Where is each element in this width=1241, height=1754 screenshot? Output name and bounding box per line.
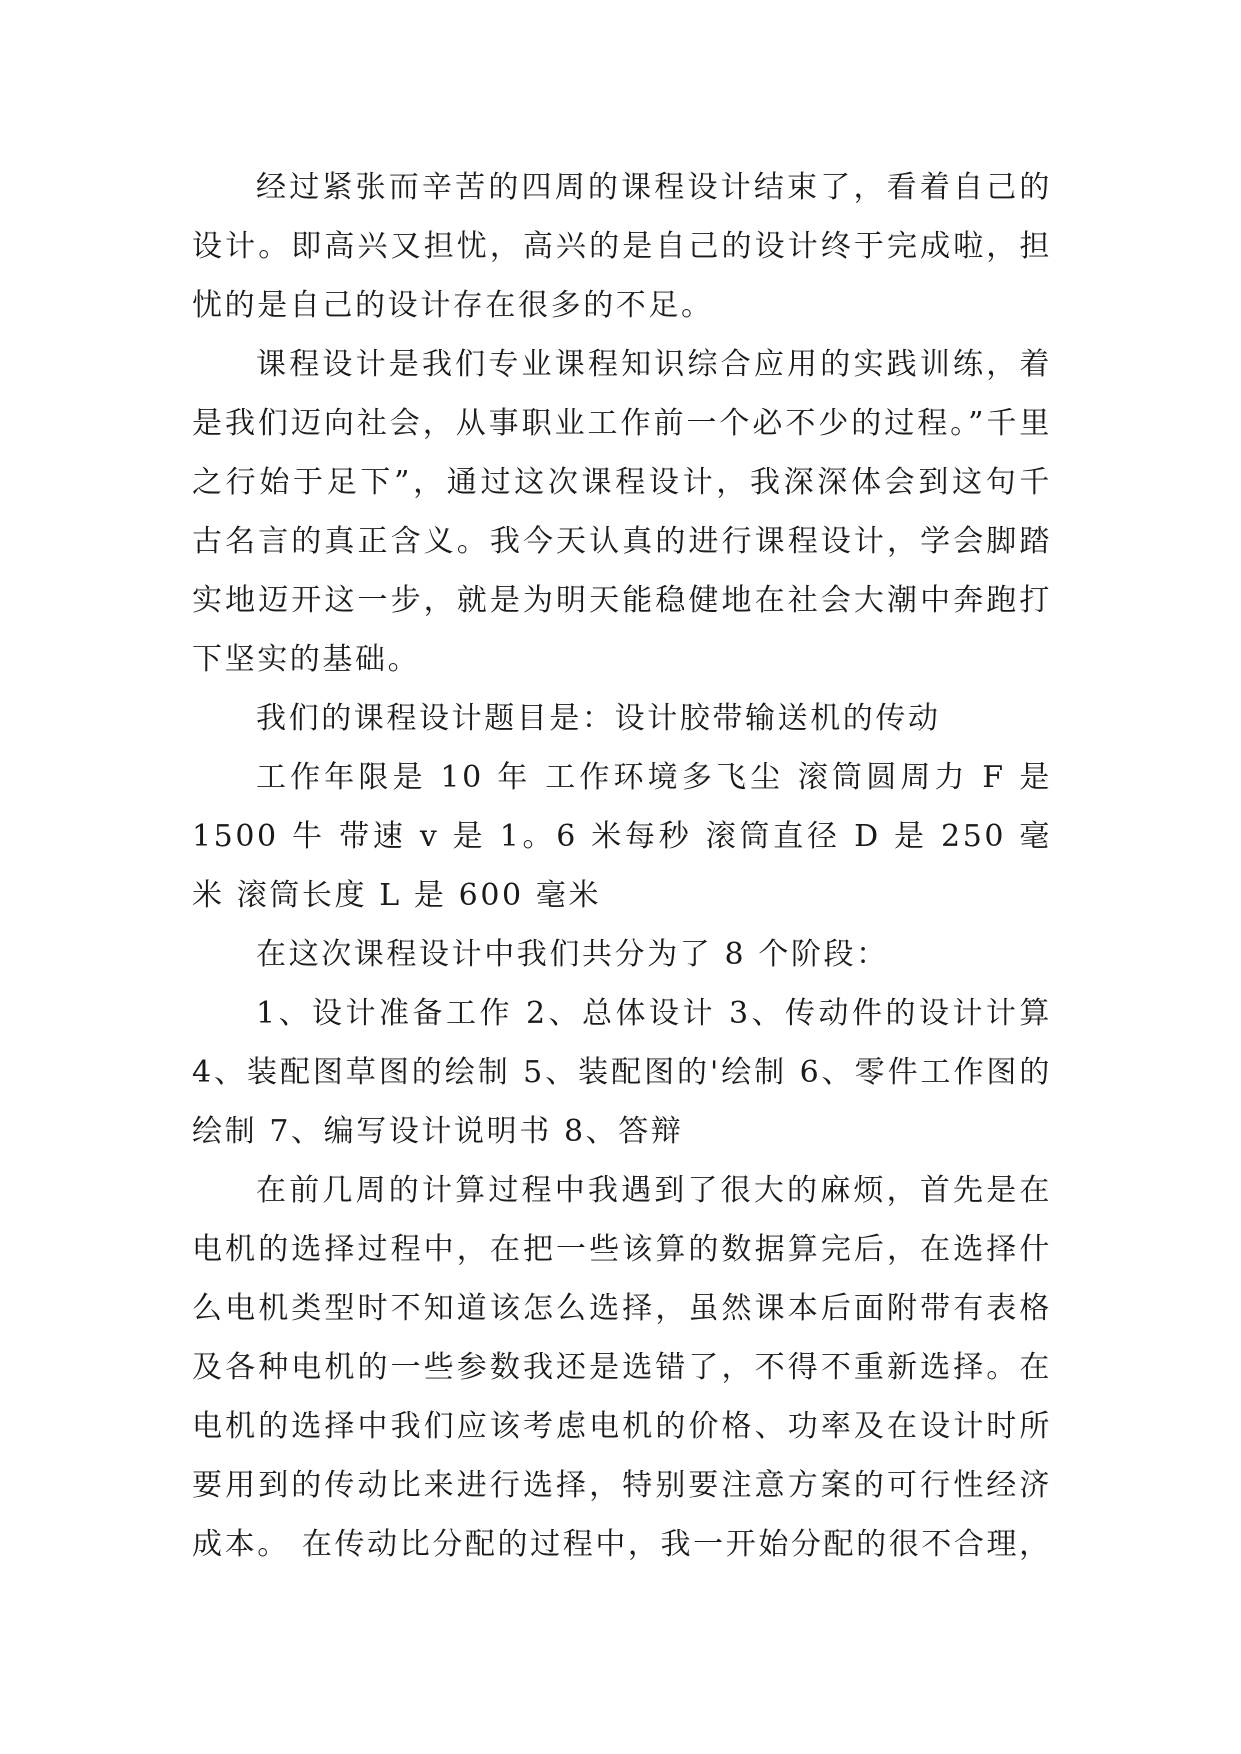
paragraph-stages-list: 1、设计准备工作 2、总体设计 3、传动件的设计计算 4、装配图草图的绘制 5、装配图的'绘制 6、零件工作图的绘制 7、编写设计说明书 8、答辩 (192, 996, 1052, 1149)
paragraph-stages-intro: 在这次课程设计中我们共分为了 8 个阶段： (256, 937, 889, 972)
paragraph-summary: 经过紧张而辛苦的四周的课程设计结束了，看着自己的设计。即高兴又担忧，高兴的是自己的设计终于完成啦，担忧的是自己的设计存在很多的不足。 (192, 170, 1052, 323)
paragraph-difficulties: 在前几周的计算过程中我遇到了很大的麻烦，首先是在电机的选择过程中，在把一些该算的数据算完后，在选择什么电机类型时不知道该怎么选择，虽然课本后面附带有表格及各种电机的一些参数我还是选错了，不得不重新选择。在电机的选择中我们应该考虑电机的价格、功率及在设计时所要用到的传动比来进行选择，特别要注意方案的可行性经济成本。 在传动比分配的过程中，我一开始分配的很不合理， (192, 1173, 1052, 1562)
paragraph-significance: 课程设计是我们专业课程知识综合应用的实践训练，着是我们迈向社会，从事职业工作前一个必不少的过程。”千里之行始于足下”，通过这次课程设计，我深深体会到这句千古名言的真正含义。我今天认真的进行课程设计，学会脚踏实地迈开这一步，就是为明天能稳健地在社会大潮中奔跑打下坚实的基础。 (192, 347, 1052, 677)
paragraph-topic: 我们的课程设计题目是：设计胶带输送机的传动 (256, 701, 941, 736)
document-body (192, 158, 1052, 1574)
paragraph-parameters: 工作年限是 10 年 工作环境多飞尘 滚筒圆周力 F 是 1500 牛 带速 v 是 1。6 米每秒 滚筒直径 D 是 250 毫米 滚筒长度 L 是 600 毫米 (192, 760, 1052, 913)
